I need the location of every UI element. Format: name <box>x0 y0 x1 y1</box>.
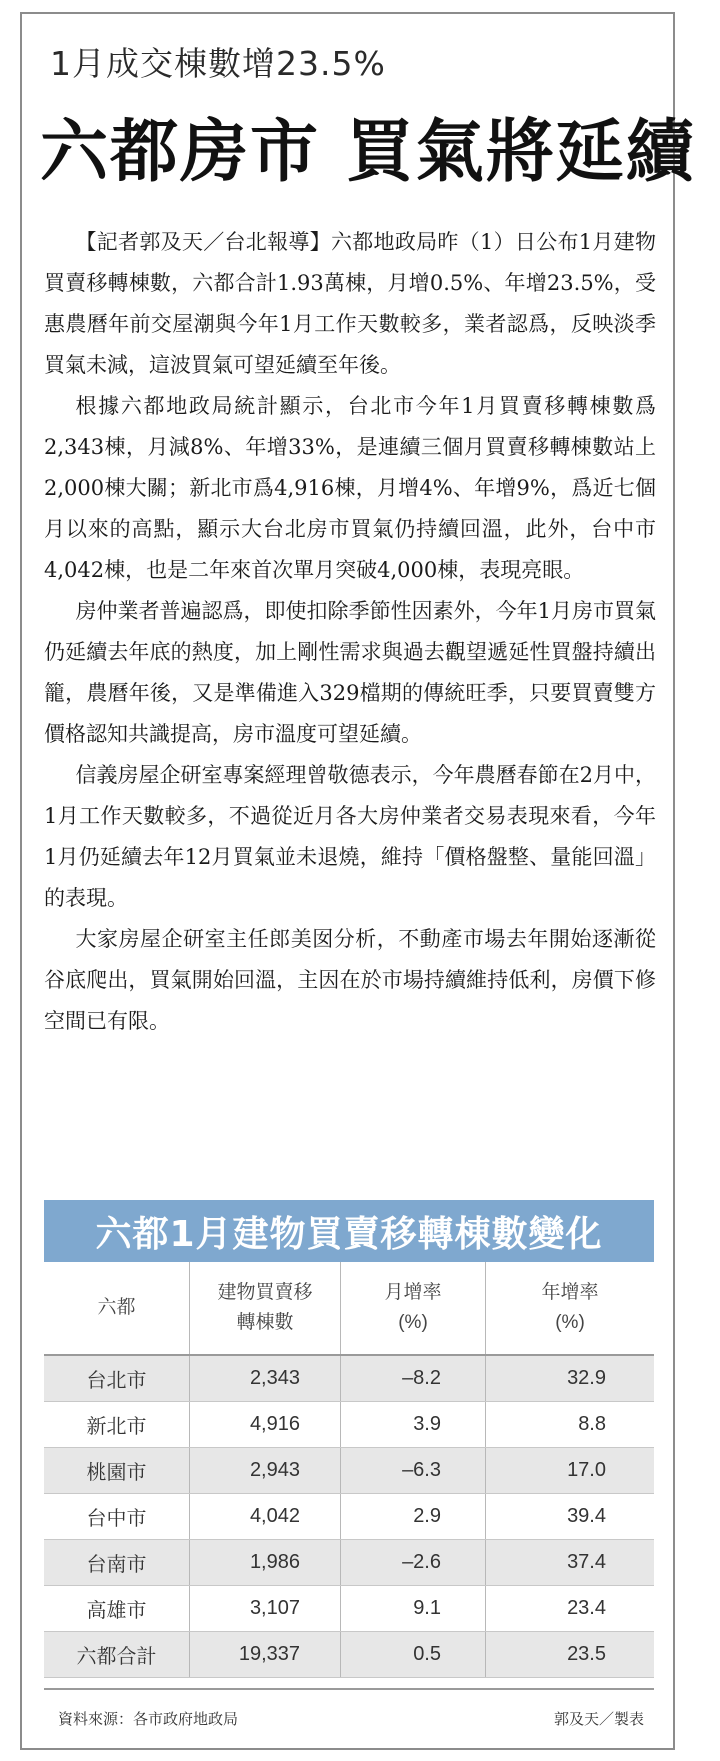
cell-mom: 9.1 <box>341 1586 486 1632</box>
cell-yoy: 8.8 <box>486 1402 655 1448</box>
table-title: 六都1月建物買賣移轉棟數變化 <box>44 1200 654 1262</box>
credit-note: 郭及天／製表 <box>553 1710 644 1728</box>
table-row <box>44 1355 654 1402</box>
cell-yoy: 17.0 <box>486 1448 655 1494</box>
paragraph: 信義房屋企研室專案經理曾敬德表示，今年農曆春節在2月中，1月工作天數較多，不過從近月各大房仲業者交易表現來看，今年1月仍延續去年12月買氣並未退燒，維持「價格盤整、量能回溫」的表現。 <box>44 763 656 910</box>
cell-mom: 2.9 <box>341 1494 486 1540</box>
cell-city: 新北市 <box>44 1402 190 1448</box>
cell-city: 桃園市 <box>44 1448 190 1494</box>
header-line: 六都 <box>97 1297 136 1318</box>
table-row <box>44 1494 654 1540</box>
subheadline: 1月成交棟數增23.5% <box>50 44 386 83</box>
cell-mom: –2.6 <box>341 1540 486 1586</box>
paragraph: 大家房屋企研室主任郎美囡分析，不動產市場去年開始逐漸從谷底爬出，買氣開始回溫，主因在於市場持續維持低利，房價下修空間已有限。 <box>44 927 656 1033</box>
table-row-total <box>44 1632 654 1678</box>
cell-yoy: 32.9 <box>486 1355 655 1402</box>
cell-mom: –6.3 <box>341 1448 486 1494</box>
table-row <box>44 1540 654 1586</box>
cell-mom: 3.9 <box>341 1402 486 1448</box>
cell-count: 4,916 <box>190 1402 341 1448</box>
cell-city: 台南市 <box>44 1540 190 1586</box>
cell-yoy: 39.4 <box>486 1494 655 1540</box>
source-note: 資料來源：各市政府地政局 <box>58 1710 239 1728</box>
headline: 六都房市 買氣將延續 <box>40 113 696 192</box>
cell-city: 台北市 <box>44 1355 190 1402</box>
cell-count: 1,986 <box>190 1540 341 1586</box>
table-row <box>44 1402 654 1448</box>
header-yoy <box>486 1262 655 1355</box>
cell-yoy: 37.4 <box>486 1540 655 1586</box>
cell-city: 六都合計 <box>44 1632 190 1678</box>
cell-city: 高雄市 <box>44 1586 190 1632</box>
paragraph: 【記者郭及天／台北報導】六都地政局昨（1）日公布1月建物買賣移轉棟數，六都合計1.93萬棟，月增0.5%、年增23.5%，受惠農曆年前交屋潮與今年1月工作天數較多，業者認爲，反映淡季買氣未減，這波買氣可望延續至年後。 <box>44 230 656 377</box>
header-line: (%) <box>555 1312 585 1333</box>
cell-city: 台中市 <box>44 1494 190 1540</box>
cell-count: 19,337 <box>190 1632 341 1678</box>
cell-mom: 0.5 <box>341 1632 486 1678</box>
cell-count: 3,107 <box>190 1586 341 1632</box>
header-line: 月增率 <box>384 1282 442 1303</box>
cell-mom: –8.2 <box>341 1355 486 1402</box>
header-line: 年增率 <box>541 1282 599 1303</box>
header-line: 轉棟數 <box>236 1312 294 1333</box>
table-row <box>44 1448 654 1494</box>
cell-count: 2,943 <box>190 1448 341 1494</box>
header-line: (%) <box>398 1312 428 1333</box>
header-city <box>44 1262 190 1355</box>
paragraph: 房仲業者普遍認爲，即使扣除季節性因素外，今年1月房市買氣仍延續去年底的熱度，加上剛性需求與過去觀望遞延性買盤持續出籠，農曆年後，又是準備進入329檔期的傳統旺季，只要買賣雙方價格認知共識提高，房市溫度可望延續。 <box>44 599 656 746</box>
article-body <box>44 222 656 1042</box>
cell-count: 4,042 <box>190 1494 341 1540</box>
cell-yoy: 23.4 <box>486 1586 655 1632</box>
header-line: 建物買賣移 <box>217 1282 313 1303</box>
table-footer <box>44 1688 654 1728</box>
header-count <box>190 1262 341 1355</box>
cell-count: 2,343 <box>190 1355 341 1402</box>
header-mom <box>341 1262 486 1355</box>
table-row <box>44 1586 654 1632</box>
cell-yoy: 23.5 <box>486 1632 655 1678</box>
paragraph: 根據六都地政局統計顯示，台北市今年1月買賣移轉棟數爲2,343棟，月減8%、年增33%，是連續三個月買賣移轉棟數站上2,000棟大關；新北市爲4,916棟，月增4%、年增9%，爲近七個月以來的高點，顯示大台北房市買氣仍持續回溫，此外，台中市4,042棟，也是二年來首次單月突破4,000棟，表現亮眼。 <box>44 394 656 582</box>
data-table <box>44 1262 654 1678</box>
table-header-row <box>44 1262 654 1355</box>
